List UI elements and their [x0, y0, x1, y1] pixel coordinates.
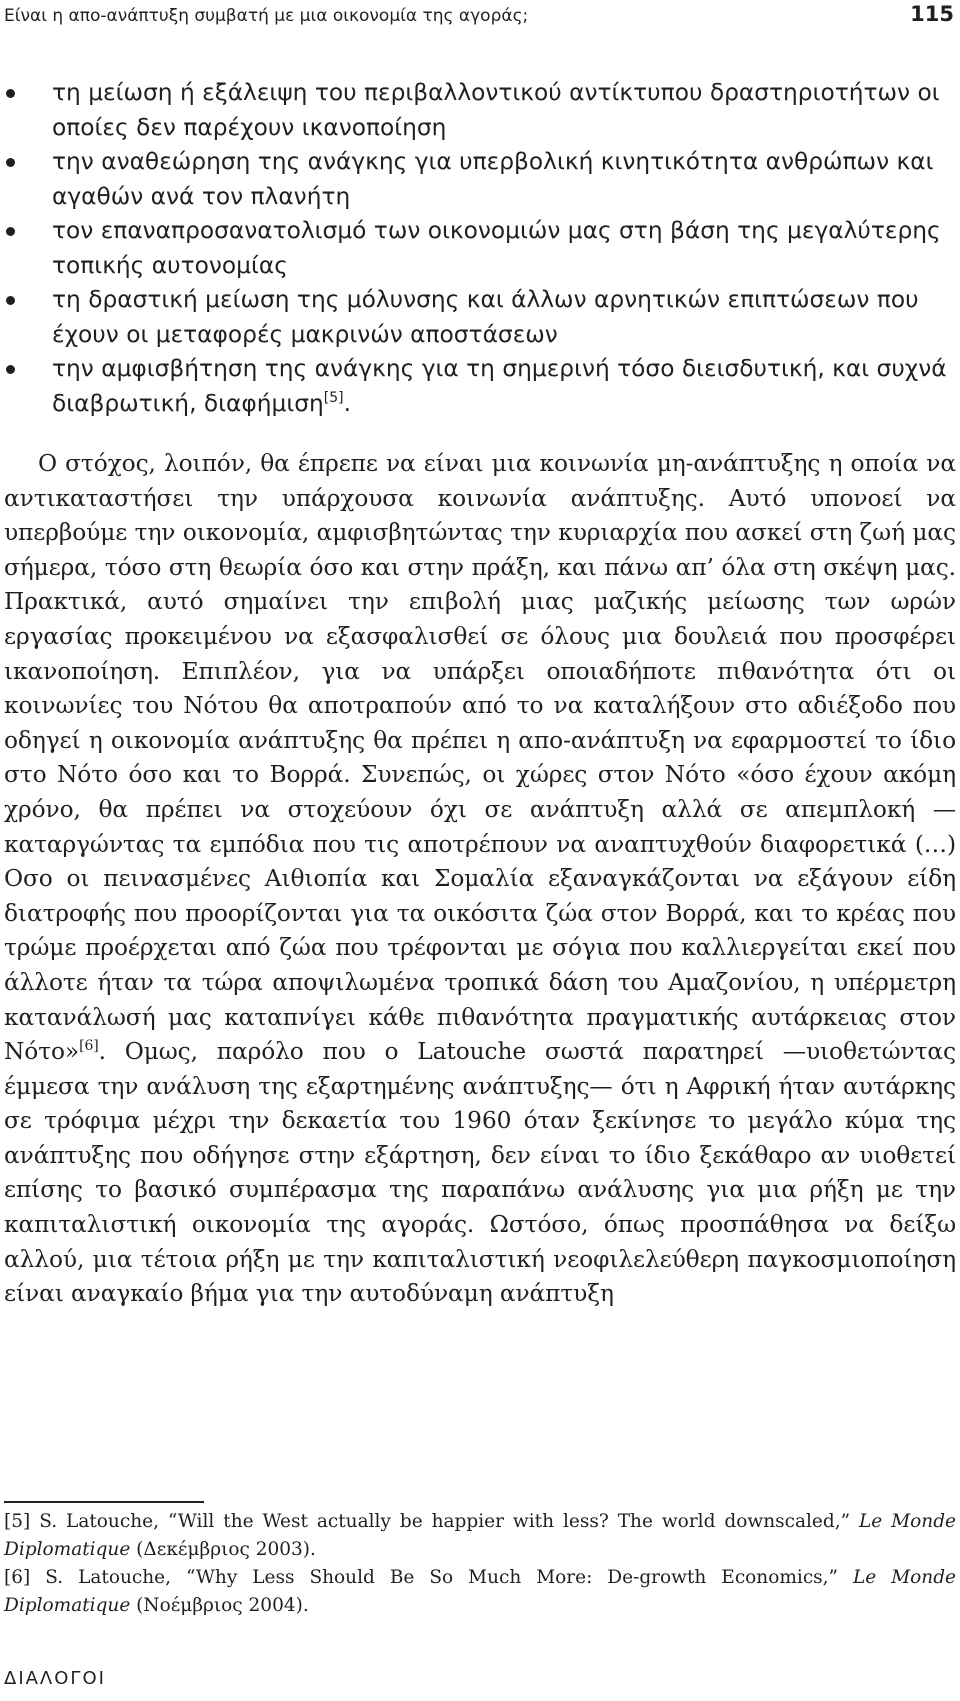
bullet-item: [4, 214, 956, 283]
footnote-journal: Le Monde Diplomatique: [4, 1511, 956, 1560]
footnote-text: S. Latouche, “Why Less Should Be So Much More: De-growth Economics,”: [45, 1567, 839, 1588]
bullet-text: τη δραστική μείωση της μόλυνσης και άλλων αρνητικών επιπτώσεων που έχουν οι μεταφορές μακρινών αποστάσεων: [52, 286, 919, 348]
footnote-date: (Δεκέμβριος 2003).: [136, 1539, 316, 1560]
footnotes: [4, 1508, 956, 1620]
footnote-item: [4, 1564, 956, 1620]
footer-brand: ΔΙΑΛΟΓΟΙ: [4, 1668, 106, 1689]
bullet-item: [4, 352, 956, 421]
footnote-ref-5[interactable]: [5]: [323, 389, 344, 406]
bullet-item: [4, 283, 956, 352]
running-title: Είναι η απο-ανάπτυξη συμβατή με μια οικονομία της αγοράς;: [4, 6, 529, 26]
footnote-ref-6[interactable]: [6]: [79, 1038, 99, 1055]
footnote-journal: Le Monde Diplomatique: [4, 1567, 957, 1616]
bullet-text: τη μείωση ή εξάλειψη του περιβαλλοντικού αντίκτυπου δραστηριοτήτων οι οποίες δεν παρέχουν ικανοποίηση: [52, 79, 940, 141]
bullet-dot-icon: [6, 296, 15, 305]
bullet-dot-icon: [6, 365, 15, 374]
bullet-tail: .: [343, 389, 351, 417]
bullet-text: τον επαναπροσανατολισμό των οικονομιών μας στη βάση της μεγαλύτερης τοπικής αυτονομίας: [52, 217, 941, 279]
paragraph-text-part2: . Ομως, παρόλο που ο Latouche σωστά παρατηρεί —υιοθετώντας έμμεσα την ανάλυση της εξαρτημένης ανάπτυξης— ότι η Αφρική ήταν αυτάρκης σε τρόφιμα μέχρι την δεκαετία του 1960 όταν ξεκίνησε το μεγάλο κύμα της ανάπτυξης που οδήγησε στην εξάρτηση, δεν είναι το ίδιο ξεκάθαρο αν υιοθετεί επίσης το βασικό συμπέρασμα της παραπάνω ανάλυσης για μια ρήξη με την καπιταλιστική οικονομία της αγοράς. Ωστόσο, όπως προσπάθησα να δείξω αλλού, μια τέτοια ρήξη με την καπιταλιστική νεοφιλελεύθερη παγκοσμιοποίηση είναι αναγκαίο βήμα για την αυτοδύναμη ανάπτυξη: [4, 1038, 956, 1308]
footnote-number: [6]: [4, 1567, 31, 1588]
page-number: 115: [910, 2, 954, 26]
footnote-text: S. Latouche, “Will the West actually be happier with less? The world downscaled,”: [39, 1511, 851, 1532]
bullet-dot-icon: [6, 158, 15, 167]
paragraph-text-part1: Ο στόχος, λοιπόν, θα έπρεπε να είναι μια κοινωνία μη-ανάπτυξης η οποία να αντικαταστήσει την υπάρχουσα κοινωνία ανάπτυξης. Αυτό υπονοεί να υπερβούμε την οικονομία, αμφισβητώντας την κυριαρχία που ασκεί στη ζωή μας σήμερα, τόσο στη θεωρία όσο και στην πράξη, και πάνω απ’ όλα στη σκέψη μας. Πρακτικά, αυτό σημαίνει την επιβολή μιας μαζικής μείωσης των ωρών εργασίας προκειμένου να εξασφαλισθεί σε όλους μια δουλειά που προσφέρει ικανοποίηση. Επιπλέον, για να υπάρξει οποιαδήποτε πιθανότητα ότι οι κοινωνίες του Νότου θα αποτραπούν από το να καταλήξουν στο αδιέξοδο που οδηγεί η οικονομία ανάπτυξης θα πρέπει η απο-ανάπτυξη να εφαρμοστεί το ίδιο στο Νότο όσο και το Βορρά. Συνεπώς, οι χώρες στον Νότο «όσο έχουν ακόμη χρόνο, θα πρέπει να στοχεύουν όχι σε ανάπτυξη αλλά σε απεμπλοκή — καταργώντας τα εμπόδια που τις αποτρέπουν να αναπτυχθούν διαφορετικά (…) Οσο οι πεινασμένες Αιθιοπία και Σομαλία εξαναγκάζονται να εξάγουν είδη διατροφής που προορίζονται για τα οικόσιτα ζώα στον Βορρά, και το κρέας που τρώμε προέρχεται από ζώα που τρέφονται με σόγια που καλλιεργείται εκεί που άλλοτε ήταν τα τώρα αποψιλωμένα τροπικά δάση του Αμαζονίου, η υπέρμετρη κατανάλωσή μας καταπνίγει κάθε πιθανότητα πραγματικής αυτάρκειας στον Νότο»: [4, 450, 956, 1066]
footnote-date: (Νοέμβριος 2004).: [136, 1595, 309, 1616]
bullet-item: [4, 145, 956, 214]
bullet-text: την αναθεώρηση της ανάγκης για υπερβολική κινητικότητα ανθρώπων και αγαθών ανά τον πλανήτη: [52, 148, 934, 210]
footnote-number: [5]: [4, 1511, 31, 1532]
bullet-text: την αμφισβήτηση της ανάγκης για τη σημερινή τόσο διεισδυτική, και συχνά διαβρωτική, διαφήμιση: [52, 355, 947, 417]
bullet-list: [4, 76, 956, 421]
footnote-item: [4, 1508, 956, 1564]
footnote-divider: [4, 1501, 204, 1503]
bullet-dot-icon: [6, 89, 15, 98]
body-paragraph: [4, 447, 956, 1312]
running-head: [4, 2, 954, 32]
bullet-dot-icon: [6, 227, 15, 236]
bullet-item: [4, 76, 956, 145]
